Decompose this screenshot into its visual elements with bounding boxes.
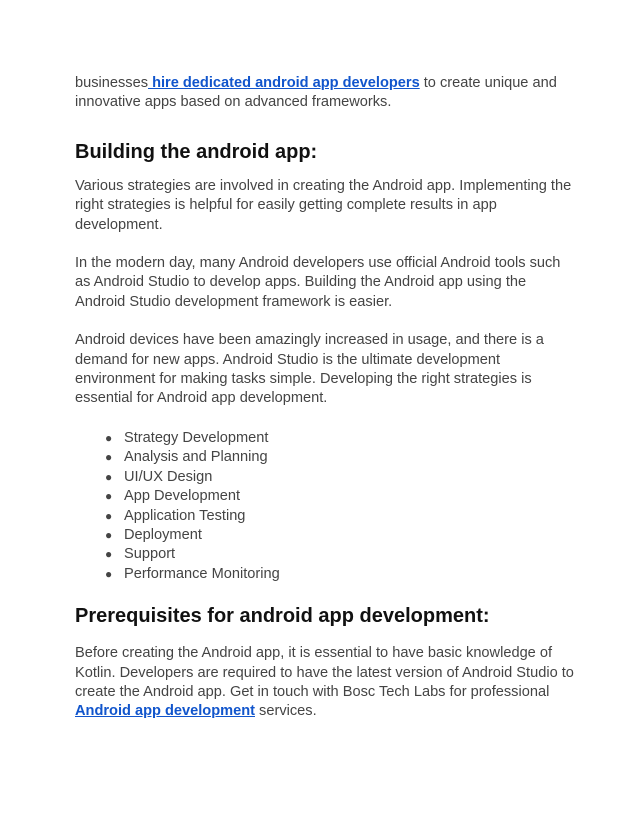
bullet-icon: ● xyxy=(105,566,113,581)
bullet-icon: ● xyxy=(105,508,113,523)
prerequisites-paragraph xyxy=(75,644,575,722)
strategy-list xyxy=(75,429,575,584)
document-page xyxy=(75,74,575,722)
intro-paragraph xyxy=(75,74,575,113)
intro-lead: businesses xyxy=(75,75,149,91)
bullet-icon: ● xyxy=(105,547,113,562)
list-item xyxy=(105,545,575,564)
prereq-tail: services. xyxy=(255,703,317,720)
building-paragraph-1: Various strategies are involved in creating the Android app. Implementing the right strategies is helpful for easily getting complete results in app development. xyxy=(75,177,572,233)
list-item-label: Deployment xyxy=(124,526,202,543)
hire-developers-link[interactable]: hire dedicated android app developers xyxy=(148,75,420,91)
intro-tail: to create unique and innovative apps based on advanced frameworks. xyxy=(75,75,557,111)
list-item xyxy=(105,526,575,545)
building-paragraph-2: In the modern day, many Android developers use official Android tools such as Android Studio to develop apps. Building the Android app using the Android Studio development framework is easier. xyxy=(75,255,561,310)
list-item xyxy=(105,565,575,584)
prerequisites-heading: Prerequisites for android app development: xyxy=(75,605,490,628)
list-item-label: Strategy Development xyxy=(124,429,269,446)
bullet-icon: ● xyxy=(105,489,113,504)
list-item xyxy=(105,507,575,526)
list-item-label: App Development xyxy=(124,488,241,505)
building-heading: Building the android app: xyxy=(75,140,318,163)
bullet-icon: ● xyxy=(105,527,113,542)
list-item-label: UI/UX Design xyxy=(124,468,213,485)
building-paragraph-3: Android devices have been amazingly increased in usage, and there is a demand for new apps. Android Studio is the ultimate development environment for making tasks simple. Developing the right strategies is essential for Android app development. xyxy=(75,332,544,407)
list-item-label: Analysis and Planning xyxy=(124,449,268,466)
list-item xyxy=(105,429,575,448)
list-item xyxy=(105,468,575,487)
list-item-label: Support xyxy=(124,546,176,563)
list-item xyxy=(105,487,575,506)
list-item-label: Application Testing xyxy=(124,507,246,524)
android-app-development-link[interactable]: Android app development xyxy=(75,703,255,720)
list-item-label: Performance Monitoring xyxy=(124,565,280,582)
bullet-icon: ● xyxy=(105,469,113,484)
prereq-text: Before creating the Android app, it is essential to have basic knowledge of Kotlin. Developers are required to have the latest version of Android Studio to create the Android app. Get in touch with Bosc Tech Labs for professional xyxy=(75,645,574,700)
list-item xyxy=(105,448,575,467)
bullet-icon: ● xyxy=(105,430,113,445)
bullet-icon: ● xyxy=(105,450,113,465)
